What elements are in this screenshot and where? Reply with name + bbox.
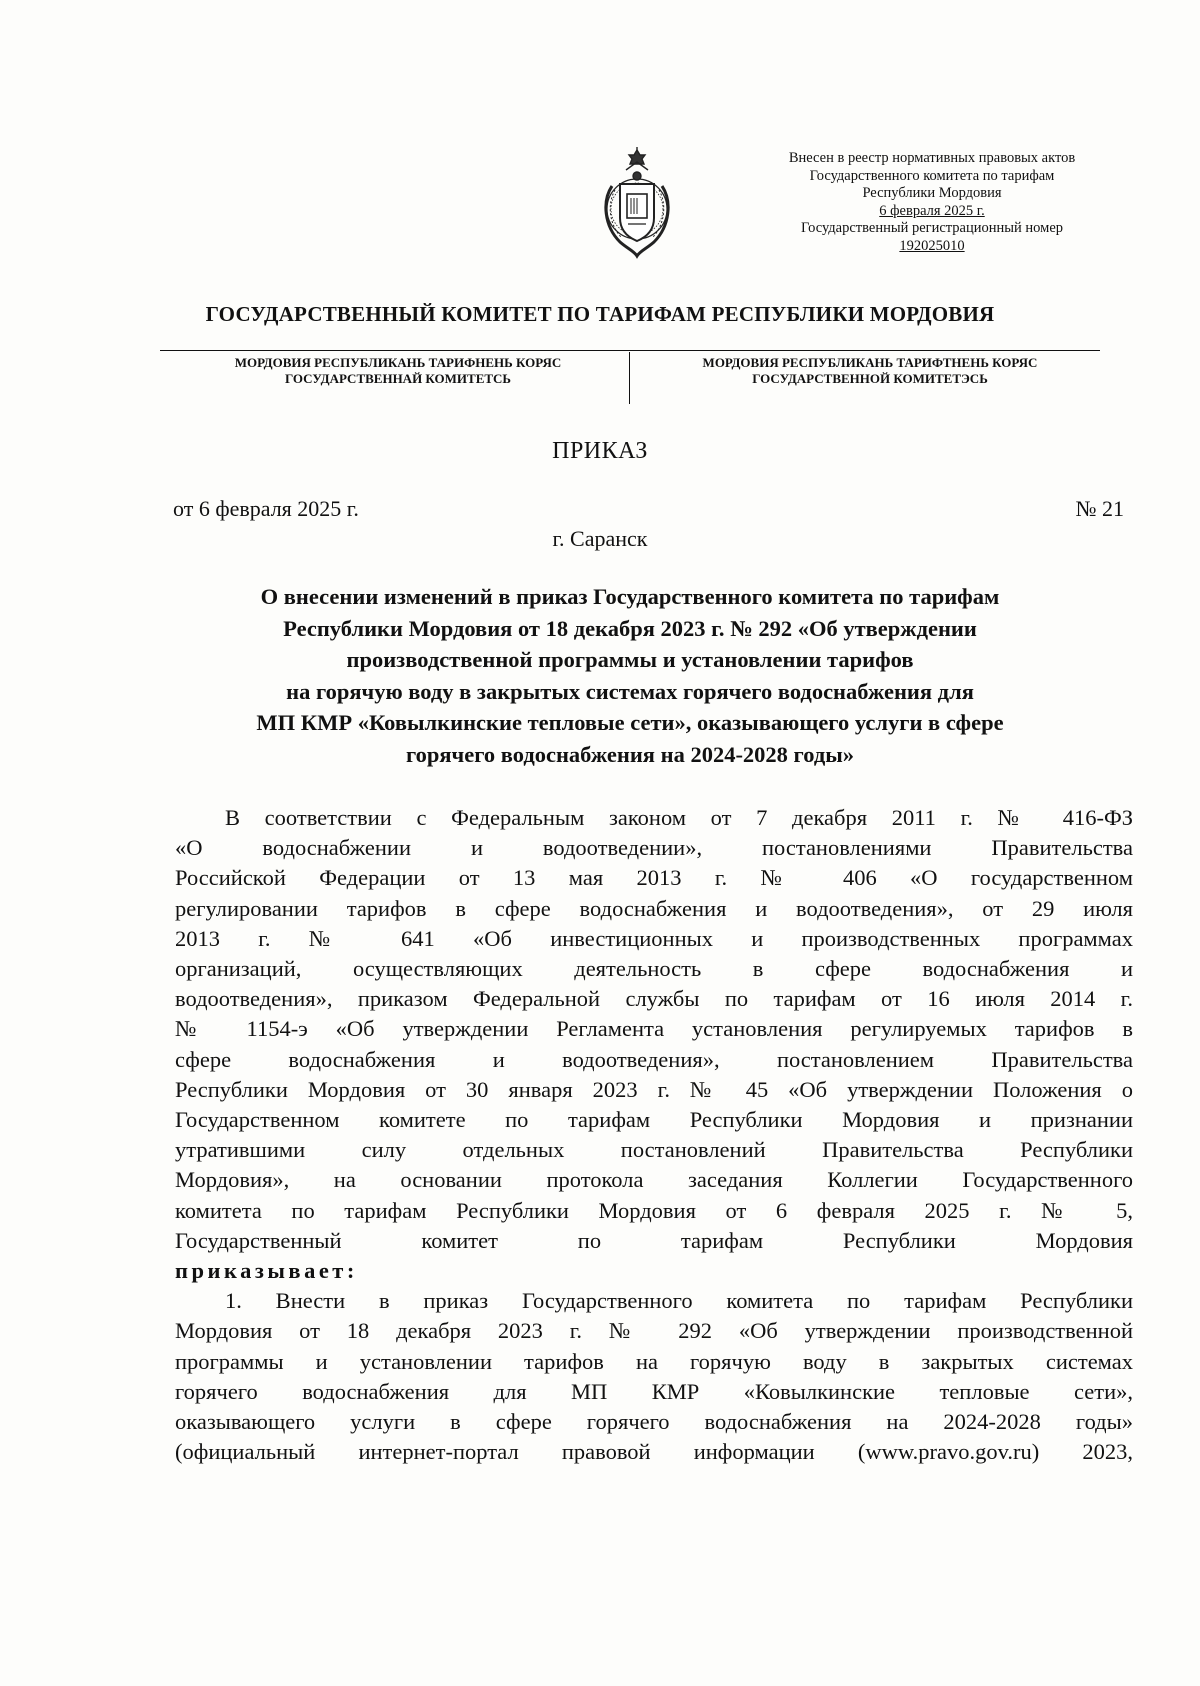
committee-name-moksha-line2: ГОСУДАРСТВЕННАЙ КОМИТЕТСЬ xyxy=(284,371,512,386)
body-line: Мордовия», на основании протокола заседания Коллегии Государственного xyxy=(175,1167,1133,1193)
registry-line: Государственный регистрационный номер xyxy=(800,220,1064,236)
body-line: комитета по тарифам Республики Мордовия от 6 февраля 2025 г. № 5, xyxy=(175,1197,1133,1223)
body-line: Республики Мордовия от 30 января 2023 г. № 45 «Об утверждении Положения о xyxy=(175,1076,1133,1102)
committee-name-moksha-line1: МОРДОВИЯ РЕСПУБЛИКАНЬ ТАРИФНЕНЬ КОРЯС xyxy=(234,355,562,370)
registry-line: Республики Мордовия xyxy=(862,185,1002,201)
registry-line: Внесен в реестр нормативных правовых актов xyxy=(788,150,1076,166)
document-body xyxy=(175,803,1133,1467)
body-line: 2013 г. № 641 «Об инвестиционных и производственных программах xyxy=(175,925,1133,951)
title-line: О внесении изменений в приказ Государственного комитета по тарифам xyxy=(260,584,1000,609)
document-date: от 6 февраля 2025 г. xyxy=(173,496,359,521)
document-type: ПРИКАЗ xyxy=(552,438,648,464)
body-line: В соответствии с Федеральным законом от 7 декабря 2011 г. № 416-ФЗ xyxy=(225,805,1133,830)
body-line: организаций, осуществляющих деятельность в сфере водоснабжения и xyxy=(175,956,1133,982)
body-line: Государственный комитет по тарифам Республики Мордовия xyxy=(175,1227,1133,1253)
body-line: сфере водоснабжения и водоотведения», постановлением Правительства xyxy=(175,1046,1133,1072)
committee-name-erzya xyxy=(640,355,1100,387)
body-line: горячего водоснабжения для МП КМР «Ковылкинские тепловые сети», xyxy=(175,1378,1133,1404)
coat-of-arms-icon xyxy=(598,146,676,262)
committee-name: ГОСУДАРСТВЕННЫЙ КОМИТЕТ ПО ТАРИФАМ РЕСПУБЛИКИ МОРДОВИЯ xyxy=(205,302,995,326)
title-line: на горячую воду в закрытых системах горячего водоснабжения для xyxy=(286,678,974,704)
body-line: водоотведения», приказом Федеральной службы по тарифам от 16 июля 2014 г. xyxy=(175,986,1133,1012)
body-line: 1. Внести в приказ Государственного комитета по тарифам Республики xyxy=(225,1288,1133,1314)
registry-date: 6 февраля 2025 г. xyxy=(879,202,985,219)
body-line: (официальный интернет-портал правовой информации (www.pravo.gov.ru) 2023, xyxy=(175,1439,1133,1465)
title-line: горячего водоснабжения на 2024-2028 годы» xyxy=(405,741,855,767)
registry-number: 192025010 xyxy=(899,237,965,254)
document-title xyxy=(150,581,1110,770)
registry-line: Государственного комитета по тарифам xyxy=(809,167,1055,184)
registry-stamp xyxy=(732,150,1132,255)
body-line: Государственном комитете по тарифам Республики Мордовия и признании xyxy=(175,1107,1133,1133)
body-line: № 1154-э «Об утверждении Регламента установления регулируемых тарифов в xyxy=(175,1016,1133,1042)
header-vertical-divider xyxy=(629,352,630,404)
body-line: Мордовия от 18 декабря 2023 г. № 292 «Об утверждении производственной xyxy=(175,1318,1133,1344)
body-line: утратившими силу отдельных постановлений Правительства Республики xyxy=(175,1137,1133,1163)
title-line: производственной программы и установлении тарифов xyxy=(346,647,914,672)
body-line: «О водоснабжении и водоотведении», постановлениями Правительства xyxy=(175,835,1133,861)
body-line-decree: приказывает: xyxy=(175,1258,358,1284)
committee-name-erzya-line2: ГОСУДАРСТВЕННОЙ КОМИТЕТЭСЬ xyxy=(752,371,988,386)
title-line: МП КМР «Ковылкинские тепловые сети», оказывающего услуги в сфере xyxy=(256,710,1004,735)
header-divider xyxy=(160,350,1100,351)
body-line: программы и установлении тарифов на горячую воду в закрытых системах xyxy=(175,1348,1133,1374)
committee-name-moksha xyxy=(168,355,628,387)
document-city: г. Саранск xyxy=(552,526,648,551)
body-line: регулировании тарифов в сфере водоснабжения и водоотведения», от 29 июля xyxy=(175,895,1133,921)
document-number: № 21 xyxy=(1075,496,1124,521)
title-line: Республики Мордовия от 18 декабря 2023 г. № 292 «Об утверждении xyxy=(283,615,977,641)
body-line: Российской Федерации от 13 мая 2013 г. № 406 «О государственном xyxy=(175,865,1133,891)
body-line: оказывающего услуги в сфере горячего водоснабжения на 2024-2028 годы» xyxy=(175,1409,1133,1435)
committee-name-erzya-line1: МОРДОВИЯ РЕСПУБЛИКАНЬ ТАРИФТНЕНЬ КОРЯС xyxy=(702,355,1038,370)
